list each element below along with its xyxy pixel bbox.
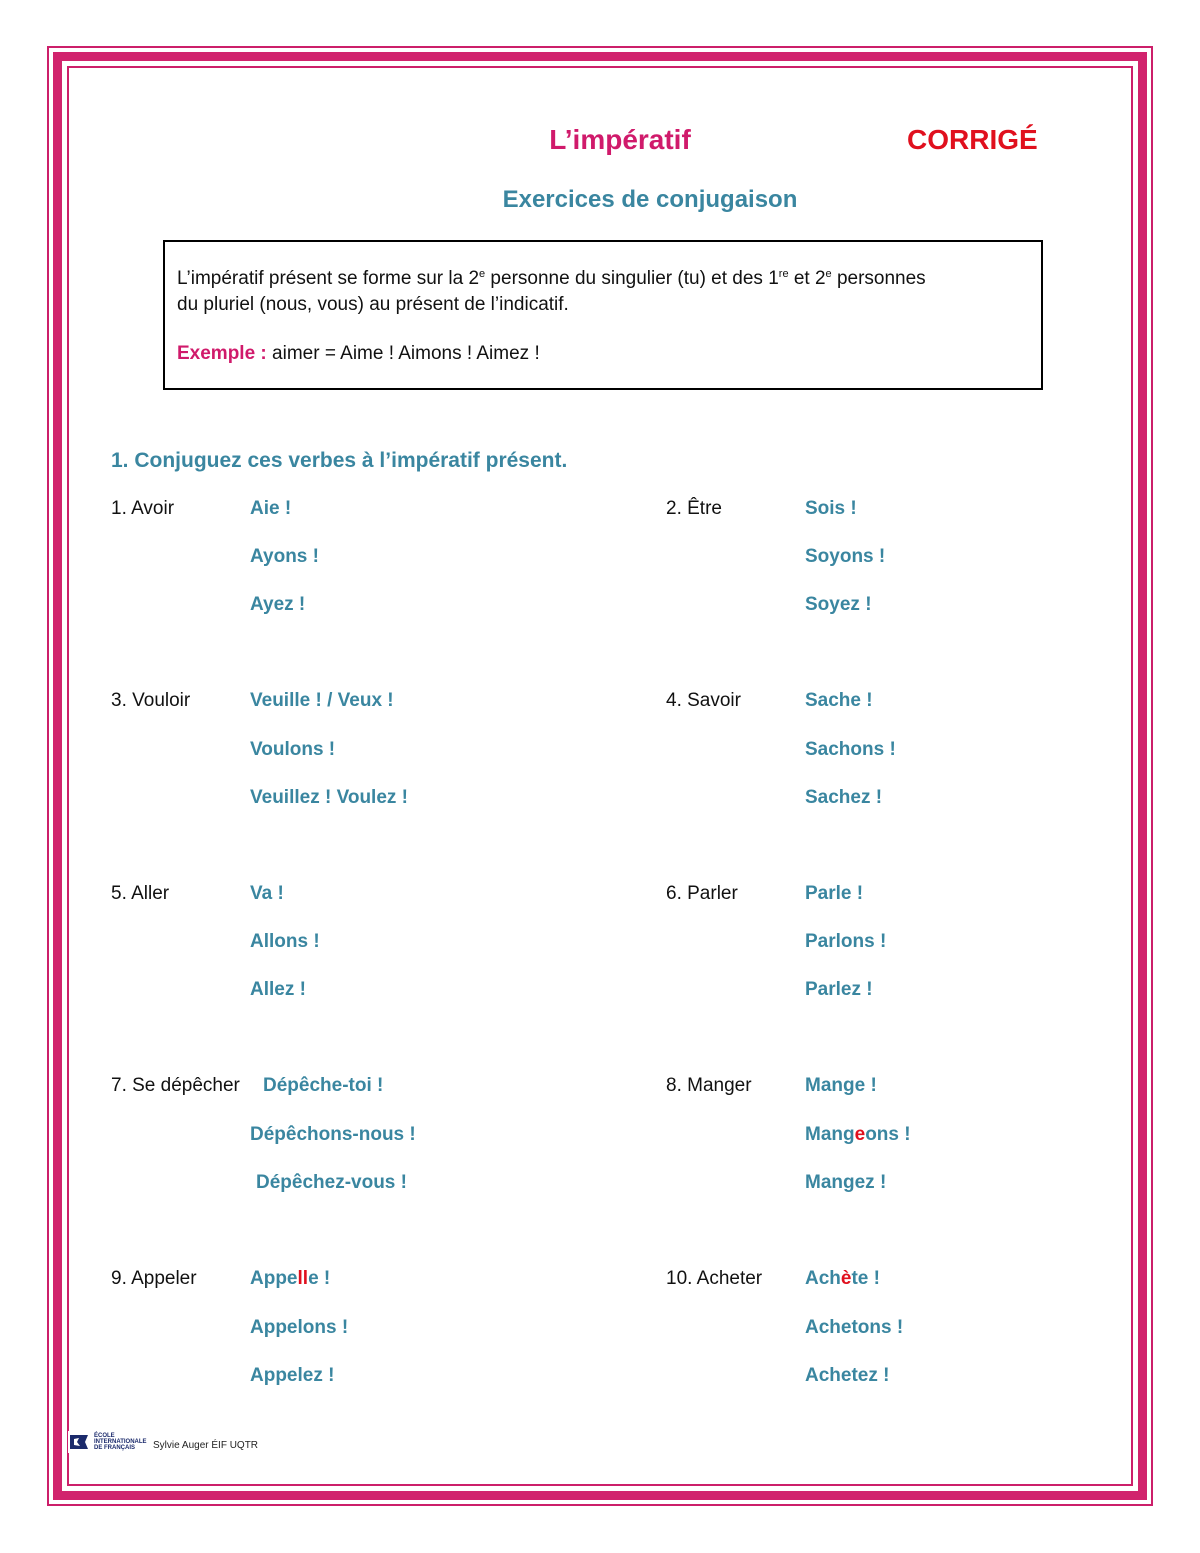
verb-label: 7. Se dépêcher (111, 1075, 240, 1096)
answer: Dépêche-toi ! (263, 1075, 384, 1096)
verb-label: 9. Appeler (111, 1268, 197, 1289)
answer: Veuillez ! Voulez ! (250, 787, 409, 808)
answer: Parlons ! (805, 931, 887, 952)
answer-mangeons: Mangeons ! (805, 1124, 911, 1145)
verb-label: 4. Savoir (666, 690, 741, 711)
example-label: Exemple : (177, 343, 267, 364)
answer: Dépêchez-vous ! (256, 1172, 407, 1193)
answer: Parle ! (805, 883, 864, 904)
answer: Aie ! (250, 498, 292, 519)
verb-label: 1. Avoir (111, 498, 175, 519)
page-title: L’impératif (549, 124, 691, 155)
answer: Ayez ! (250, 594, 306, 615)
verb-label: 6. Parler (666, 883, 738, 904)
footer-credit: Sylvie Auger ÉIF UQTR (153, 1440, 259, 1451)
answer: Mangez ! (805, 1172, 887, 1193)
rule-text: L’impératif présent se forme sur la 2e personne du singulier (tu) et des 1re et 2e personnes du pluriel (nous, vous) au présent de l’indicatif. (177, 268, 926, 315)
answer: Achetez ! (805, 1365, 890, 1386)
answer: Ayons ! (250, 546, 319, 567)
highlight-letter: ll (297, 1268, 309, 1289)
answer: Allons ! (250, 931, 320, 952)
answer: Sachons ! (805, 739, 896, 760)
corrige-label: CORRIGÉ (907, 124, 1038, 155)
answer: Soyez ! (805, 594, 872, 615)
answer: Appelons ! (250, 1317, 349, 1338)
answer: Appelez ! (250, 1365, 335, 1386)
answer: Sois ! (805, 498, 857, 519)
answer-appelle: Appelle ! (250, 1268, 331, 1289)
rule-box (163, 240, 1043, 390)
verb-label: 10. Acheter (666, 1268, 763, 1289)
answer: Voulons ! (250, 739, 336, 760)
exercise-title: 1. Conjuguez ces verbes à l’impératif présent. (111, 449, 568, 472)
rule-example (177, 341, 1029, 367)
answer: Mange ! (805, 1075, 877, 1096)
answer: Achetons ! (805, 1317, 904, 1338)
answer: Veuille ! / Veux ! (250, 690, 394, 711)
answer-achete: Achète ! (805, 1268, 880, 1289)
highlight-letter: e (854, 1124, 866, 1145)
answer: Parlez ! (805, 979, 873, 1000)
school-logo-icon (68, 1431, 90, 1453)
answer: Sache ! (805, 690, 873, 711)
highlight-letter: è (840, 1268, 852, 1289)
example-text: aimer = Aime ! Aimons ! Aimez ! (266, 343, 540, 364)
answer: Sachez ! (805, 787, 883, 808)
page-subtitle: Exercices de conjugaison (502, 186, 798, 213)
answer: Allez ! (250, 979, 306, 1000)
verb-label: 3. Vouloir (111, 690, 191, 711)
answer: Dépêchons-nous ! (250, 1124, 416, 1145)
verb-label: 2. Être (666, 498, 722, 519)
verb-label: 8. Manger (666, 1075, 752, 1096)
answer: Va ! (250, 883, 284, 904)
answer: Soyons ! (805, 546, 886, 567)
verb-label: 5. Aller (111, 883, 170, 904)
school-logo-text: ÉCOLE INTERNATIONALE DE FRANÇAIS (94, 1433, 147, 1451)
